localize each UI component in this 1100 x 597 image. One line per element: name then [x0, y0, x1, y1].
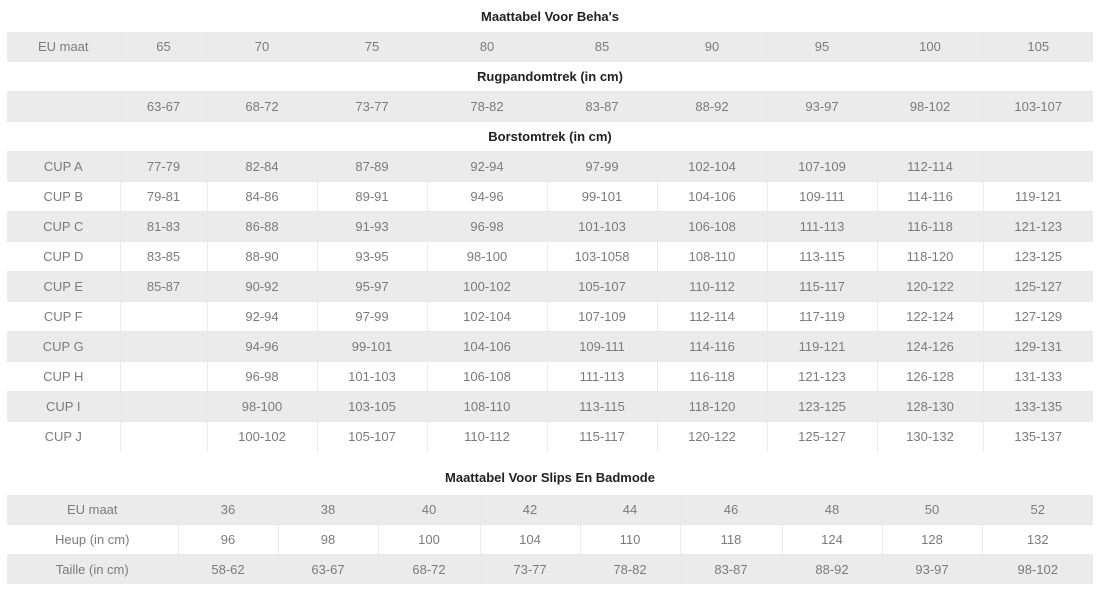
value-cell: 98-102	[877, 92, 983, 122]
value-cell: 113-115	[767, 242, 877, 272]
value-cell: 106-108	[427, 362, 547, 392]
value-cell: 86-88	[207, 212, 317, 242]
section-header: Borstomtrek (in cm)	[7, 122, 1093, 152]
value-cell: 121-123	[983, 212, 1093, 242]
value-cell: 100-102	[207, 422, 317, 452]
value-cell: 48	[782, 495, 882, 525]
slip-size-chart-section	[0, 451, 1100, 584]
value-cell: 84-86	[207, 182, 317, 212]
value-cell: 40	[378, 495, 480, 525]
value-cell: 42	[480, 495, 580, 525]
row-label-cell: EU maat	[7, 32, 120, 62]
table-row	[7, 332, 1093, 362]
value-cell	[120, 332, 207, 362]
value-cell: 94-96	[207, 332, 317, 362]
table-row	[7, 272, 1093, 302]
value-cell: 118-120	[877, 242, 983, 272]
table-row	[7, 92, 1093, 122]
value-cell: 83-87	[680, 555, 782, 585]
bra-size-table-body	[7, 32, 1093, 451]
value-cell: 135-137	[983, 422, 1093, 452]
table-row	[7, 32, 1093, 62]
value-cell: 99-101	[317, 332, 427, 362]
value-cell: 38	[278, 495, 378, 525]
table-row	[7, 242, 1093, 272]
section-header: Rugpandomtrek (in cm)	[7, 62, 1093, 92]
value-cell: 73-77	[317, 92, 427, 122]
value-cell: 98-100	[427, 242, 547, 272]
value-cell: 83-85	[120, 242, 207, 272]
value-cell: 115-117	[767, 272, 877, 302]
row-label-cell: CUP J	[7, 422, 120, 452]
value-cell: 73-77	[480, 555, 580, 585]
value-cell: 93-97	[767, 92, 877, 122]
row-label-cell: CUP A	[7, 152, 120, 182]
table-row	[7, 525, 1093, 555]
value-cell: 133-135	[983, 392, 1093, 422]
value-cell: 58-62	[178, 555, 278, 585]
value-cell: 78-82	[427, 92, 547, 122]
row-label-cell: Heup (in cm)	[7, 525, 178, 555]
value-cell	[983, 152, 1093, 182]
value-cell: 87-89	[317, 152, 427, 182]
value-cell: 96-98	[427, 212, 547, 242]
value-cell: 82-84	[207, 152, 317, 182]
value-cell: 88-90	[207, 242, 317, 272]
value-cell: 68-72	[378, 555, 480, 585]
row-label-cell: CUP D	[7, 242, 120, 272]
value-cell: 104-106	[427, 332, 547, 362]
value-cell: 123-125	[983, 242, 1093, 272]
value-cell: 114-116	[877, 182, 983, 212]
value-cell: 115-117	[547, 422, 657, 452]
slip-size-table-body	[7, 495, 1093, 584]
value-cell: 101-103	[317, 362, 427, 392]
value-cell: 102-104	[427, 302, 547, 332]
value-cell: 124-126	[877, 332, 983, 362]
value-cell: 105	[983, 32, 1093, 62]
value-cell: 93-95	[317, 242, 427, 272]
value-cell: 118-120	[657, 392, 767, 422]
value-cell: 104-106	[657, 182, 767, 212]
value-cell: 120-122	[657, 422, 767, 452]
value-cell: 88-92	[657, 92, 767, 122]
value-cell: 85	[547, 32, 657, 62]
row-label-cell: CUP C	[7, 212, 120, 242]
value-cell: 90-92	[207, 272, 317, 302]
value-cell: 119-121	[767, 332, 877, 362]
value-cell: 104	[480, 525, 580, 555]
value-cell: 126-128	[877, 362, 983, 392]
value-cell	[120, 302, 207, 332]
value-cell: 121-123	[767, 362, 877, 392]
value-cell: 95	[767, 32, 877, 62]
value-cell: 105-107	[547, 272, 657, 302]
value-cell: 90	[657, 32, 767, 62]
value-cell: 98-102	[982, 555, 1093, 585]
value-cell: 52	[982, 495, 1093, 525]
value-cell: 108-110	[427, 392, 547, 422]
value-cell: 65	[120, 32, 207, 62]
value-cell: 75	[317, 32, 427, 62]
value-cell: 93-97	[882, 555, 982, 585]
value-cell: 95-97	[317, 272, 427, 302]
value-cell: 109-111	[547, 332, 657, 362]
value-cell: 108-110	[657, 242, 767, 272]
value-cell: 102-104	[657, 152, 767, 182]
row-label-cell: EU maat	[7, 495, 178, 525]
value-cell: 97-99	[547, 152, 657, 182]
value-cell: 79-81	[120, 182, 207, 212]
row-label-cell: CUP H	[7, 362, 120, 392]
value-cell: 46	[680, 495, 782, 525]
value-cell: 89-91	[317, 182, 427, 212]
value-cell: 117-119	[767, 302, 877, 332]
value-cell: 68-72	[207, 92, 317, 122]
value-cell: 129-131	[983, 332, 1093, 362]
value-cell: 77-79	[120, 152, 207, 182]
row-label-cell: CUP F	[7, 302, 120, 332]
value-cell: 100	[378, 525, 480, 555]
table-row	[7, 302, 1093, 332]
value-cell: 116-118	[877, 212, 983, 242]
value-cell: 112-114	[877, 152, 983, 182]
value-cell: 80	[427, 32, 547, 62]
table-row	[7, 152, 1093, 182]
table-row	[7, 362, 1093, 392]
value-cell: 96-98	[207, 362, 317, 392]
value-cell: 118	[680, 525, 782, 555]
value-cell: 44	[580, 495, 680, 525]
table-row	[7, 182, 1093, 212]
value-cell: 63-67	[278, 555, 378, 585]
value-cell: 92-94	[207, 302, 317, 332]
value-cell: 36	[178, 495, 278, 525]
value-cell: 110-112	[427, 422, 547, 452]
value-cell: 124	[782, 525, 882, 555]
value-cell: 91-93	[317, 212, 427, 242]
value-cell: 96	[178, 525, 278, 555]
value-cell: 119-121	[983, 182, 1093, 212]
value-cell: 98-100	[207, 392, 317, 422]
value-cell: 113-115	[547, 392, 657, 422]
value-cell: 83-87	[547, 92, 657, 122]
table-row	[7, 555, 1093, 585]
section-header-row	[7, 62, 1093, 92]
value-cell: 112-114	[657, 302, 767, 332]
value-cell: 131-133	[983, 362, 1093, 392]
row-label-cell: Taille (in cm)	[7, 555, 178, 585]
value-cell: 111-113	[547, 362, 657, 392]
table-row	[7, 495, 1093, 525]
value-cell: 125-127	[767, 422, 877, 452]
table-row	[7, 422, 1093, 452]
value-cell: 103-1058	[547, 242, 657, 272]
slip-chart-title: Maattabel Voor Slips En Badmode	[445, 470, 655, 485]
value-cell: 122-124	[877, 302, 983, 332]
value-cell: 107-109	[547, 302, 657, 332]
value-cell: 110-112	[657, 272, 767, 302]
value-cell: 81-83	[120, 212, 207, 242]
value-cell: 125-127	[983, 272, 1093, 302]
value-cell: 109-111	[767, 182, 877, 212]
value-cell: 99-101	[547, 182, 657, 212]
value-cell: 128	[882, 525, 982, 555]
value-cell: 106-108	[657, 212, 767, 242]
bra-chart-title: Maattabel Voor Beha's	[481, 9, 619, 24]
value-cell: 105-107	[317, 422, 427, 452]
value-cell: 100-102	[427, 272, 547, 302]
value-cell	[120, 392, 207, 422]
value-cell: 114-116	[657, 332, 767, 362]
value-cell: 100	[877, 32, 983, 62]
value-cell: 123-125	[767, 392, 877, 422]
value-cell: 107-109	[767, 152, 877, 182]
row-label-cell: CUP B	[7, 182, 120, 212]
row-label-cell: CUP E	[7, 272, 120, 302]
value-cell: 50	[882, 495, 982, 525]
value-cell: 130-132	[877, 422, 983, 452]
row-label-cell: CUP I	[7, 392, 120, 422]
value-cell: 101-103	[547, 212, 657, 242]
value-cell: 110	[580, 525, 680, 555]
bra-size-table	[7, 32, 1093, 451]
value-cell: 92-94	[427, 152, 547, 182]
value-cell: 127-129	[983, 302, 1093, 332]
value-cell: 103-105	[317, 392, 427, 422]
table-row	[7, 392, 1093, 422]
value-cell: 120-122	[877, 272, 983, 302]
value-cell: 63-67	[120, 92, 207, 122]
section-header-row	[7, 122, 1093, 152]
slip-size-table	[7, 495, 1093, 584]
value-cell: 70	[207, 32, 317, 62]
value-cell: 111-113	[767, 212, 877, 242]
value-cell: 94-96	[427, 182, 547, 212]
value-cell: 132	[982, 525, 1093, 555]
value-cell: 85-87	[120, 272, 207, 302]
value-cell: 97-99	[317, 302, 427, 332]
value-cell	[120, 422, 207, 452]
value-cell: 128-130	[877, 392, 983, 422]
value-cell: 98	[278, 525, 378, 555]
row-label-cell	[7, 92, 120, 122]
table-row	[7, 212, 1093, 242]
value-cell: 78-82	[580, 555, 680, 585]
value-cell: 116-118	[657, 362, 767, 392]
value-cell: 88-92	[782, 555, 882, 585]
row-label-cell: CUP G	[7, 332, 120, 362]
value-cell	[120, 362, 207, 392]
value-cell: 103-107	[983, 92, 1093, 122]
